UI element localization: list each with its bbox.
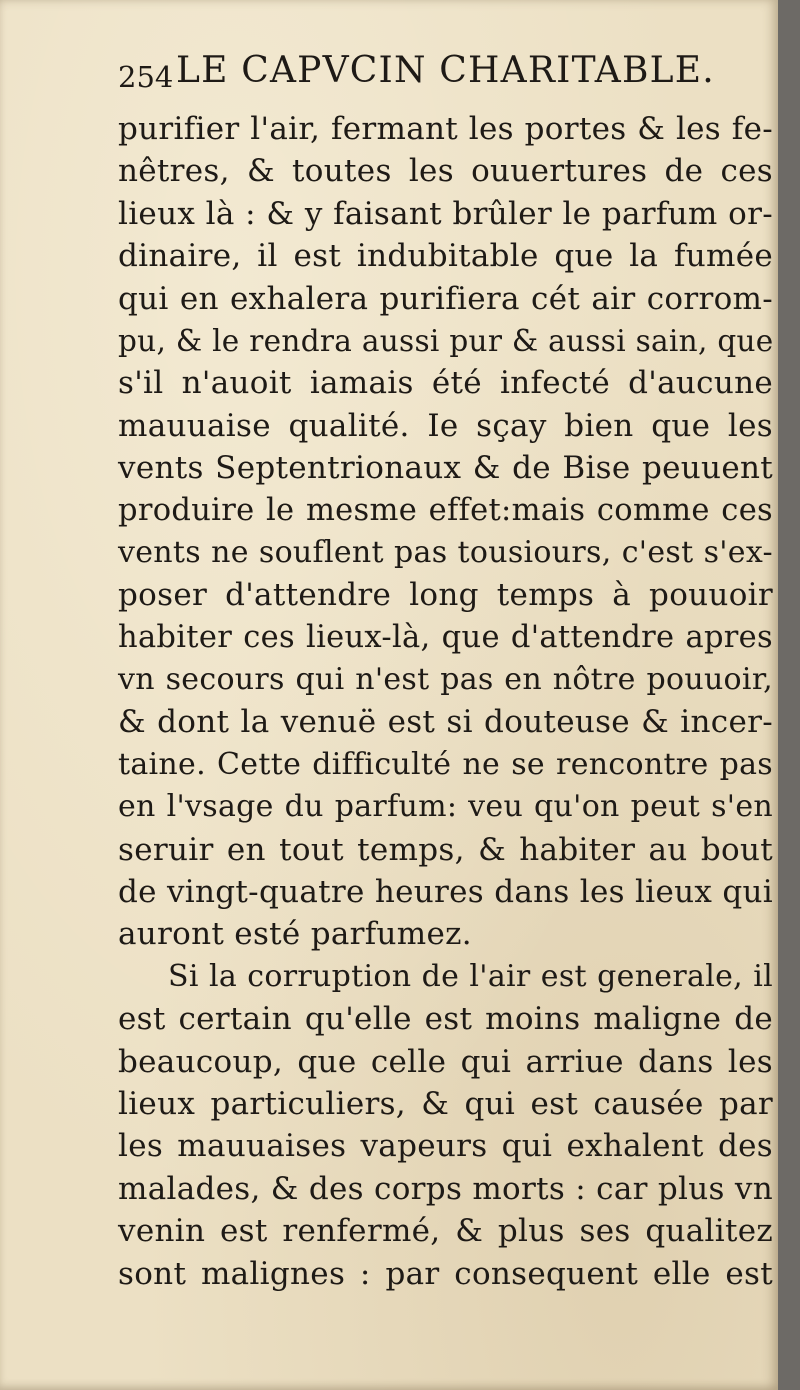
page-header xyxy=(118,50,768,98)
running-title: LE CAPVCIN CHARITABLE. xyxy=(176,50,715,91)
text-line: lieux là : & y faisant brûler le parfum or- xyxy=(118,195,773,232)
text-line: beaucoup, que celle qui arriue dans les xyxy=(118,1043,773,1080)
text-line: en l'vsage du parfum: veu qu'on peut s'en xyxy=(118,789,773,825)
text-line: & dont la venuë est si douteuse & incer- xyxy=(118,704,773,741)
text-line: Si la corruption de l'air est generale, il xyxy=(168,958,773,994)
text-line: pu, & le rendra aussi pur & aussi sain, que xyxy=(118,323,774,358)
text-line: poser d'attendre long temps à pouuoir xyxy=(118,577,773,614)
text-line: venin est renfermé, & plus ses qualitez xyxy=(118,1213,773,1250)
text-line: vents Septentrionaux & de Bise peuuent xyxy=(118,450,773,487)
text-line: vents ne souflent pas tousiours, c'est s'ex- xyxy=(118,534,773,570)
text-line: habiter ces lieux-là, que d'attendre apres xyxy=(118,619,773,655)
text-line: dinaire, il est indubitable que la fumée xyxy=(118,238,773,275)
text-line: vn secours qui n'est pas en nôtre pouuoir, xyxy=(118,662,773,698)
text-line: qui en exhalera purifiera cét air corrom- xyxy=(118,280,773,317)
page-edge xyxy=(778,0,800,1390)
text-line: sont malignes : par consequent elle est xyxy=(118,1255,773,1292)
text-line: les mauuaises vapeurs qui exhalent des xyxy=(118,1128,773,1165)
text-line: taine. Cette difficulté ne se rencontre pas xyxy=(118,746,773,782)
text-line: de vingt-quatre heures dans les lieux qui xyxy=(118,874,773,911)
body-text xyxy=(118,108,773,1295)
text-line: nêtres, & toutes les ouuertures de ces xyxy=(118,153,773,190)
text-line: seruir en tout temps, & habiter au bout xyxy=(118,831,773,868)
text-line: est certain qu'elle est moins maligne de xyxy=(118,1001,773,1038)
text-line: produire le mesme effet:mais comme ces xyxy=(118,492,773,528)
text-line: s'il n'auoit iamais été infecté d'aucune xyxy=(118,365,773,402)
text-line: purifier l'air, fermant les portes & les fe- xyxy=(118,111,773,147)
text-line: malades, & des corps morts : car plus vn xyxy=(118,1170,773,1207)
page-number: 254 xyxy=(118,60,174,94)
text-line: mauuaise qualité. Ie sçay bien que les xyxy=(118,407,773,444)
text-line: auront esté parfumez. xyxy=(118,916,472,953)
text-line: lieux particuliers, & qui est causée par xyxy=(118,1085,773,1122)
